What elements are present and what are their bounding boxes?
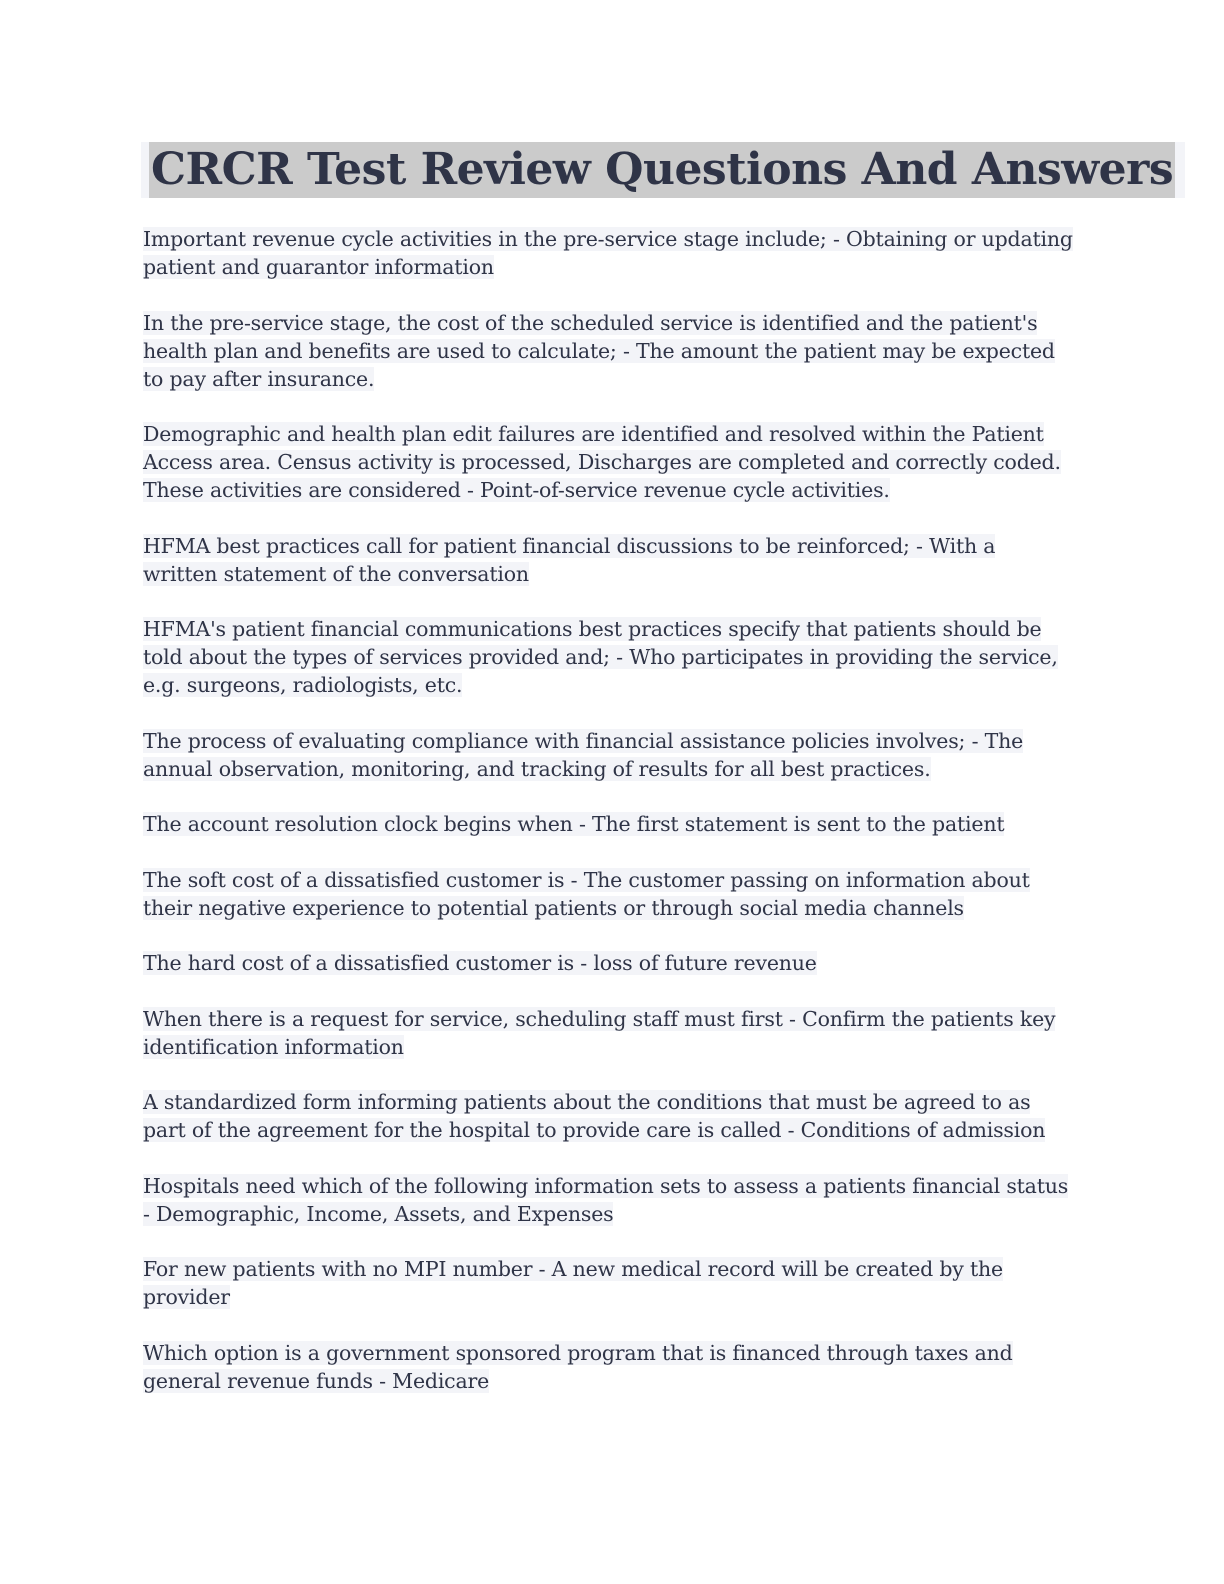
qa-item bbox=[143, 1005, 1073, 1061]
qa-item bbox=[143, 727, 1073, 783]
qa-item bbox=[143, 615, 1073, 699]
qa-item bbox=[143, 225, 1073, 281]
qa-text: In the pre-service stage, the cost of the scheduled service is identified and the patient's health plan and benefits are used to calculate; - The amount the patient may be expected to pay after insurance. bbox=[143, 310, 1055, 391]
qa-item bbox=[143, 1339, 1073, 1395]
document-page bbox=[143, 142, 1174, 1422]
qa-item bbox=[143, 949, 1073, 977]
qa-text: The hard cost of a dissatisfied customer is - loss of future revenue bbox=[143, 951, 817, 975]
qa-item bbox=[143, 1255, 1073, 1311]
qa-text: HFMA best practices call for patient financial discussions to be reinforced; - With a written statement of the conversation bbox=[143, 533, 996, 586]
qa-list bbox=[143, 225, 1073, 1395]
qa-item bbox=[143, 309, 1073, 393]
qa-text: For new patients with no MPI number - A new medical record will be created by the provider bbox=[143, 1257, 1003, 1309]
qa-text: The account resolution clock begins when - The first statement is sent to the patient bbox=[143, 812, 1005, 836]
qa-text: A standardized form informing patients about the conditions that must be agreed to as part of the agreement for the hospital to provide care is called - Conditions of admission bbox=[143, 1090, 1046, 1142]
qa-item bbox=[143, 1172, 1073, 1228]
qa-text: The soft cost of a dissatisfied customer is - The customer passing on information about their negative experience to potential patients or through social media channels bbox=[143, 867, 1030, 920]
page-title: CRCR Test Review Questions And Answers bbox=[149, 142, 1175, 198]
qa-text: Which option is a government sponsored program that is financed through taxes and general revenue funds - Medicare bbox=[143, 1340, 1013, 1393]
qa-text: Demographic and health plan edit failures are identified and resolved within the Patient Access area. Census activity is processed, Discharges are completed and correctly coded. These activities are considered - Point-of-service revenue cycle activities. bbox=[143, 422, 1061, 502]
qa-text: When there is a request for service, scheduling staff must first - Confirm the patients key identification information bbox=[143, 1006, 1056, 1059]
qa-text: HFMA's patient financial communications best practices specify that patients should be told about the types of services provided and; - Who participates in providing the service, e.g. surgeons, radiologists, etc. bbox=[143, 617, 1058, 697]
title-highlight bbox=[141, 142, 1185, 198]
qa-item bbox=[143, 420, 1073, 504]
qa-item bbox=[143, 1088, 1073, 1144]
qa-item bbox=[143, 532, 1073, 588]
qa-item bbox=[143, 810, 1073, 838]
qa-item bbox=[143, 866, 1073, 922]
qa-text: The process of evaluating compliance with financial assistance policies involves; - The annual observation, monitoring, and tracking of results for all best practices. bbox=[143, 728, 1024, 781]
qa-text: Important revenue cycle activities in the pre-service stage include; - Obtaining or updating patient and guarantor information bbox=[143, 227, 1073, 279]
qa-text: Hospitals need which of the following information sets to assess a patients financial status - Demographic, Income, Assets, and Expenses bbox=[143, 1173, 1069, 1226]
